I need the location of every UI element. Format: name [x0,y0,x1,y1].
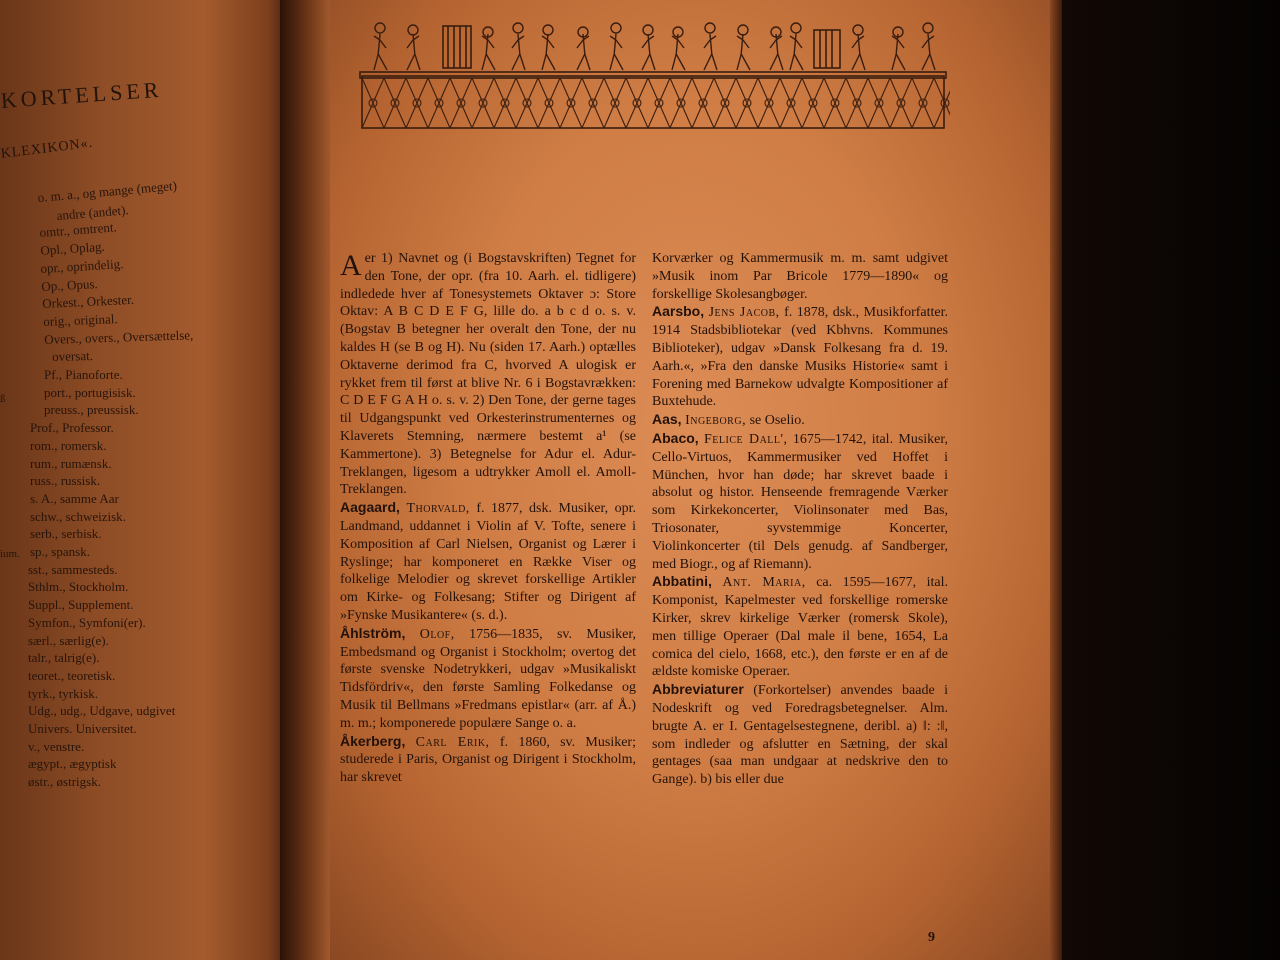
entry-body: 1756—1835, sv. Musiker, Embedsmand og Organist i Stockholm; overtog det første svenske Nodetrykkeri, udgav »Musikaliskt Tidsfördriv«, den første Samling Folkedanse og Musik til Bellmans »Fredmans epistlar« (arr. af Å.) m. m.; komponerede populære Sange o. a. [340,626,636,731]
entry-given-name: Ant. Maria, [722,575,806,591]
abbreviation-entry: andre (andet). [56,201,130,223]
entry-headword: Aas, [652,411,682,428]
dictionary-entry [340,499,636,625]
abbreviation-entry: Symfon., Symfoni(er). [28,614,146,630]
abbreviation-entry: teoret., teoretisk. [28,667,116,683]
abbreviation-entry: talr., talrig(e). [28,650,100,666]
abbreviation-entry: s. A., samme Aar [30,490,119,506]
entry-body: 1675—1742, ital. Musiker, Cello-Virtuos, Kammermusiker ved Hoffet i München, hvor han døde; har skrevet baade i absolut og histor. Henseende fremragende Værker som Kirkekoncerter, Violinsonater med Bas, Triosonater, syvstemmige Koncerter, Violinkoncerter (til Dels genudg. af Sandberger, med Biogr., og af Riemann). [652,431,948,572]
organ-pipes-right [814,30,840,68]
margin-mark: ium. [0,548,20,560]
abbreviation-entry: opr., oprindelig. [40,255,125,276]
abbreviation-entry: sst., sammesteds. [28,561,118,577]
abbreviation-entry: sp., spansk. [30,544,90,559]
entry-body: f. 1877, dsk. Musiker, opr. Landmand, uddannet i Violin af V. Tofte, senere i Komposition af Carl Nielsen, Organist og Lærer i Ryslinge; har komponeret en Række Viser og folkelige Melodier og skrevet forskellige Artikler om Kirke- og Folkesang; Stifter og Dirigent af »Fynske Musikantere« (s. d.). [340,501,637,623]
dictionary-entry [652,250,948,303]
abbreviation-entry: Op., Opus. [41,275,99,294]
frieze-railing [362,78,950,128]
entry-given-name: Olof, [419,626,455,642]
entry-body: er 1) Navnet og (i Bogstavskriften) Tegnet for den Tone, der opr. (fra 10. Aarh. el. tidligere) indledede hver af Tonesystemets Oktaver ɔ: Store Oktav: A B C D E F G, lille do. a b c d o. s. v. (Bogstav B betegner her overalt den Tone, der nu kaldes H (se B og H). Nu (siden 17. Aarh.) optælles Oktaverne derimod fra C, hvorved A ulogisk er rykket frem til først at blive Nr. 6 i Bogstavrækken: C D E F G A H o. s. v. 2) Den Tone, der gerne tages til Udgangspunkt ved Orkesterinstrumenternes og Klaverets Stemning, nærmere bestemt a¹ (se Kammertone). 3) Betegnelse for Adur el. Adur-Treklangen, ligesom a udtrykker Amoll el. Amoll-Treklangen. [340,251,636,498]
dictionary-entry [652,573,948,681]
abbreviation-entry: Overs., overs., Oversættelse, [44,326,194,347]
dark-background [1062,0,1280,960]
abbreviation-entry: oversat. [52,348,94,365]
abbreviation-entry: Suppl., Supplement. [28,597,134,613]
drop-cap: A [340,249,362,282]
abbreviation-entry: v., venstre. [28,738,85,754]
abbreviation-entry: ægypt., ægyptisk [28,756,117,772]
abbreviation-entry: Pf., Pianoforte. [44,367,123,382]
abbreviation-entry: o. m. a., og mange (meget) [36,177,178,205]
page-number: 9 [928,930,935,945]
abbreviation-entry: serb., serbisk. [30,526,102,542]
entry-headword: Abaco, [652,429,699,446]
entry-headword: Åkerberg, [340,732,406,749]
entry-headword: Abbatini, [652,573,712,590]
entry-body: ca. 1595—1677, ital. Komponist, Kapelmester ved forskellige romerske Kirker, skrev kirkelige Værker (romersk Skole), men tillige Operaer (Dal male il bene, 1654, La comica del cielo, 1668, etc.), den første er en af de ældste komiske Operaer. [652,575,949,680]
entry-given-name: Carl Erik, [415,734,490,750]
text-column-1 [340,250,636,787]
abbreviation-entry: Opl., Oplag. [39,238,105,259]
entry-given-name: Ingeborg, [685,413,747,429]
left-page [0,0,292,960]
dictionary-entry [652,303,948,411]
abbreviation-entry: Orkest., Orkester. [42,292,135,312]
entry-headword: Abbreviaturer [652,681,744,698]
musicians-frieze-illustration [358,14,950,136]
entry-headword: Åhlström, [340,624,406,641]
abbreviation-entry: port., portugisisk. [44,384,136,400]
entry-body: f. 1878, dsk., Musikforfatter. 1914 Stadsbibliotekar (ved Kbhvns. Kommunes Biblioteker), udgav »Dansk Folkesang fra d. 19. Aarh.«, »Fra den danske Musiks Historie« samt i Forening med Barnekow udvalgte Kompositioner af Buxtehude. [652,305,948,410]
abbreviation-list [0,0,292,960]
entry-headword: Aagaard, [340,499,400,516]
dictionary-entry [340,250,636,499]
entry-body: se Oselio. [749,413,805,429]
frieze-figures [374,23,935,70]
abbreviation-entry: rum., rumænsk. [30,455,112,471]
entry-given-name: Jens Jacob, [708,305,780,321]
abbreviation-entry: særl., særlig(e). [28,632,109,648]
abbreviation-entry: schw., schweizisk. [30,508,126,524]
entry-given-name: Thorvald, [406,501,470,517]
entry-body: Korværker og Kammermusik m. m. samt udgivet »Musik inom Par Bricole 1779—1890« og forskellige Skolesangbøger. [652,251,948,302]
entry-body: f. 1860, sv. Musiker; studerede i Paris, Organist og Dirigent i Stockholm, har skrevet [340,734,636,786]
abbreviation-entry: rom., romersk. [30,437,107,453]
abbreviation-entry: preuss., preussisk. [44,402,139,418]
entry-headword: Aarsbo, [652,303,705,320]
margin-mark: ß [0,393,6,405]
dictionary-entry [652,681,948,789]
abbreviation-entry: russ., russisk. [30,473,101,489]
right-page [330,0,1058,960]
dictionary-entry [652,430,948,573]
left-page-subheader: KLEXIKON«. [0,135,94,162]
abbreviation-entry: omtr., omtrent. [38,219,117,241]
text-column-2 [652,250,948,789]
dictionary-entry [340,625,636,733]
entry-given-name: Felice Dall', [704,431,788,447]
abbreviation-entry: tyrk., tyrkisk. [28,685,99,701]
entry-body: (Forkortelser) anvendes baade i Nodeskrift og ved Foredragsbetegnelser. Alm. brugte A. er I. Gentagelsestegnene, deribl. a) ‖: :‖, som indleder og afslutter en Sætning, der skal gentages (saa man undgaar at nedskrive den to Gange). b) bis eller due [652,683,948,788]
abbreviation-entry: Sthlm., Stockholm. [28,579,129,595]
dictionary-entry [340,733,636,787]
abbreviation-entry: Univers. Universitet. [28,721,137,736]
abbreviation-entry: Prof., Professor. [30,420,114,436]
dictionary-entry [652,411,948,430]
abbreviation-entry: Udg., udg., Udgave, udgivet [28,703,176,719]
left-page-header: KORTELSER [0,76,164,113]
abbreviation-entry: østr., østrigsk. [28,774,101,790]
abbreviation-entry: orig., original. [43,311,119,329]
